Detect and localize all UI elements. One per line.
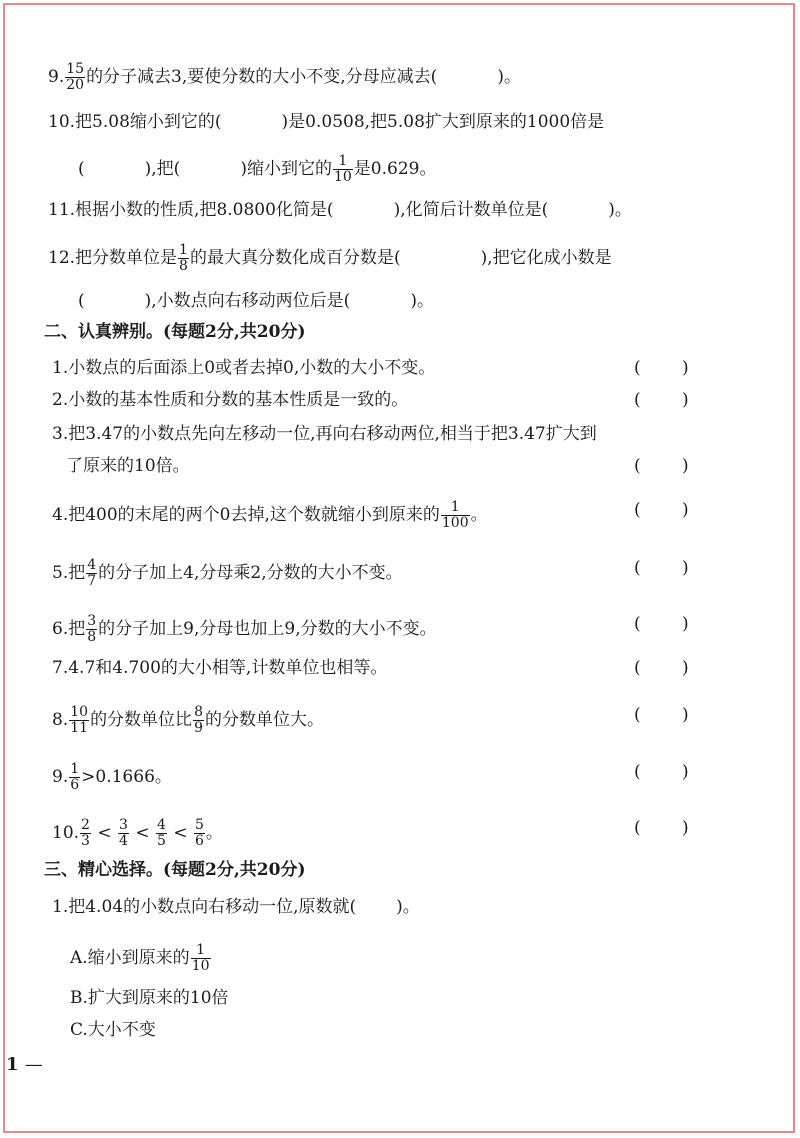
judge-6: 6.把 $\frac{3}{8}$ 的分子加上9,分母也加上9,分数的大小不变。 bbox=[52, 613, 437, 645]
judge-2: 2.小数的基本性质和分数的基本性质是一致的。 bbox=[52, 390, 409, 410]
question-10-cont: ( ),把( )缩小到它的 $\frac{1}{10}$ 是0.629。 bbox=[78, 153, 437, 185]
judge-5: 5.把 $\frac{4}{7}$ 的分子加上4,分母乘2,分数的大小不变。 bbox=[52, 557, 403, 589]
judge-3-cont: 了原来的10倍。 bbox=[66, 456, 190, 476]
judge-10: 10. $\frac{2}{3}$ < $\frac{3}{4}$ < $\frac{4}{5}$ < $\frac{5}{6}$ 。 bbox=[52, 817, 223, 849]
answer-paren: ( ) bbox=[634, 614, 689, 634]
question-9: 9. $\frac{15}{20}$ 的分子减去3,要使分数的大小不变,分母应减去( )。 bbox=[48, 61, 521, 93]
judge-3: 3.把3.47的小数点先向左移动一位,再向右移动两位,相当于把3.47扩大到 bbox=[52, 424, 597, 444]
judge-8: 8. $\frac{10}{11}$ 的分数单位比 $\frac{8}{9}$ 的分数单位大。 bbox=[52, 704, 324, 736]
answer-paren: ( ) bbox=[634, 500, 689, 520]
answer-paren: ( ) bbox=[634, 358, 689, 378]
answer-paren: ( ) bbox=[634, 762, 689, 782]
judge-9: 9. $\frac{1}{6}$ >0.1666。 bbox=[52, 761, 172, 793]
option-b: B.扩大到原来的10倍 bbox=[70, 988, 229, 1008]
option-a: A.缩小到原来的 $\frac{1}{10}$ bbox=[70, 942, 210, 974]
question-12: 12.把分数单位是 $\frac{1}{8}$ 的最大真分数化成百分数是( ),把它化成小数是 bbox=[48, 242, 612, 274]
answer-paren: ( ) bbox=[634, 818, 689, 838]
fraction: $\frac{15}{20}$ bbox=[66, 61, 85, 93]
question-12-cont: ( ),小数点向右移动两位后是( )。 bbox=[78, 291, 434, 311]
answer-paren: ( ) bbox=[634, 456, 689, 476]
section-2-title: 二、认真辨别。(每题2分,共20分) bbox=[44, 322, 306, 342]
page-number: 1 — bbox=[6, 1054, 43, 1075]
option-c: C.大小不变 bbox=[70, 1020, 156, 1040]
judge-4: 4.把400的末尾的两个0去掉,这个数就缩小到原来的 $\frac{1}{100}$ 。 bbox=[52, 499, 488, 531]
judge-1: 1.小数点的后面添上0或者去掉0,小数的大小不变。 bbox=[52, 358, 436, 378]
answer-paren: ( ) bbox=[634, 390, 689, 410]
question-11: 11.根据小数的性质,把8.0800化简是( ),化简后计数单位是( )。 bbox=[48, 200, 632, 220]
choice-1: 1.把4.04的小数点向右移动一位,原数就( )。 bbox=[52, 897, 420, 917]
answer-paren: ( ) bbox=[634, 705, 689, 725]
answer-paren: ( ) bbox=[634, 658, 689, 678]
section-3-title: 三、精心选择。(每题2分,共20分) bbox=[44, 860, 306, 880]
question-10: 10.把5.08缩小到它的( )是0.0508,把5.08扩大到原来的1000倍是 bbox=[48, 112, 605, 132]
judge-7: 7.4.7和4.700的大小相等,计数单位也相等。 bbox=[52, 658, 388, 678]
answer-paren: ( ) bbox=[634, 558, 689, 578]
